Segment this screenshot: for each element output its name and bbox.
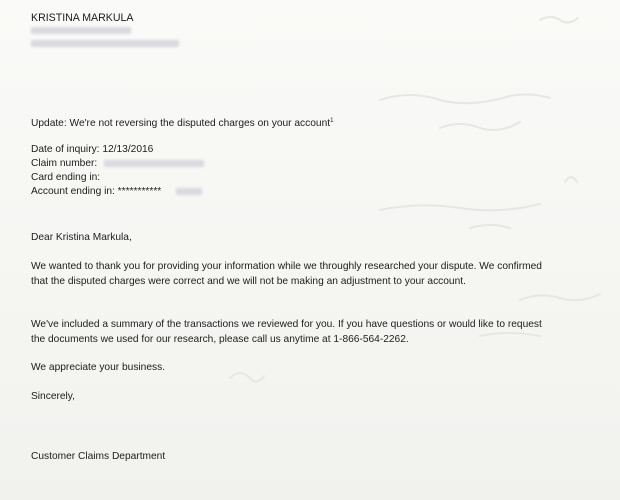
paragraph-1: We wanted to thank you for providing your information while we throughly researched your dispute. We confirmed that the disputed charges were correct and we will not be making an adjustment to your account. <box>31 261 542 287</box>
paragraph-2: We've included a summary of the transactions we reviewed for you. If you have questions or would like to request the documents we used for our research, please call us anytime at 1-866-564-2262. <box>31 319 542 345</box>
signature: Customer Claims Department <box>31 451 166 462</box>
card-ending-label: Card ending in: <box>31 172 101 183</box>
redacted-address-line-2 <box>31 40 179 47</box>
redacted-address-line-1 <box>31 27 131 34</box>
paragraph-3: We appreciate your business. <box>31 362 166 373</box>
date-of-inquiry: Date of inquiry: 12/13/2016 <box>31 144 154 155</box>
claim-number-label: Claim number: <box>31 158 98 169</box>
update-headline-text: Update: We're not reversing the disputed charges on your account <box>31 118 331 129</box>
redacted-claim-number <box>104 160 204 167</box>
closing: Sincerely, <box>31 391 75 402</box>
update-headline <box>31 114 333 131</box>
recipient-name: KRISTINA MARKULA <box>31 12 134 24</box>
salutation: Dear Kristina Markula, <box>31 232 132 243</box>
account-ending-label: Account ending in: *********** <box>31 186 162 197</box>
footnote-mark: 1 <box>330 118 334 124</box>
redacted-account-number <box>176 188 202 195</box>
